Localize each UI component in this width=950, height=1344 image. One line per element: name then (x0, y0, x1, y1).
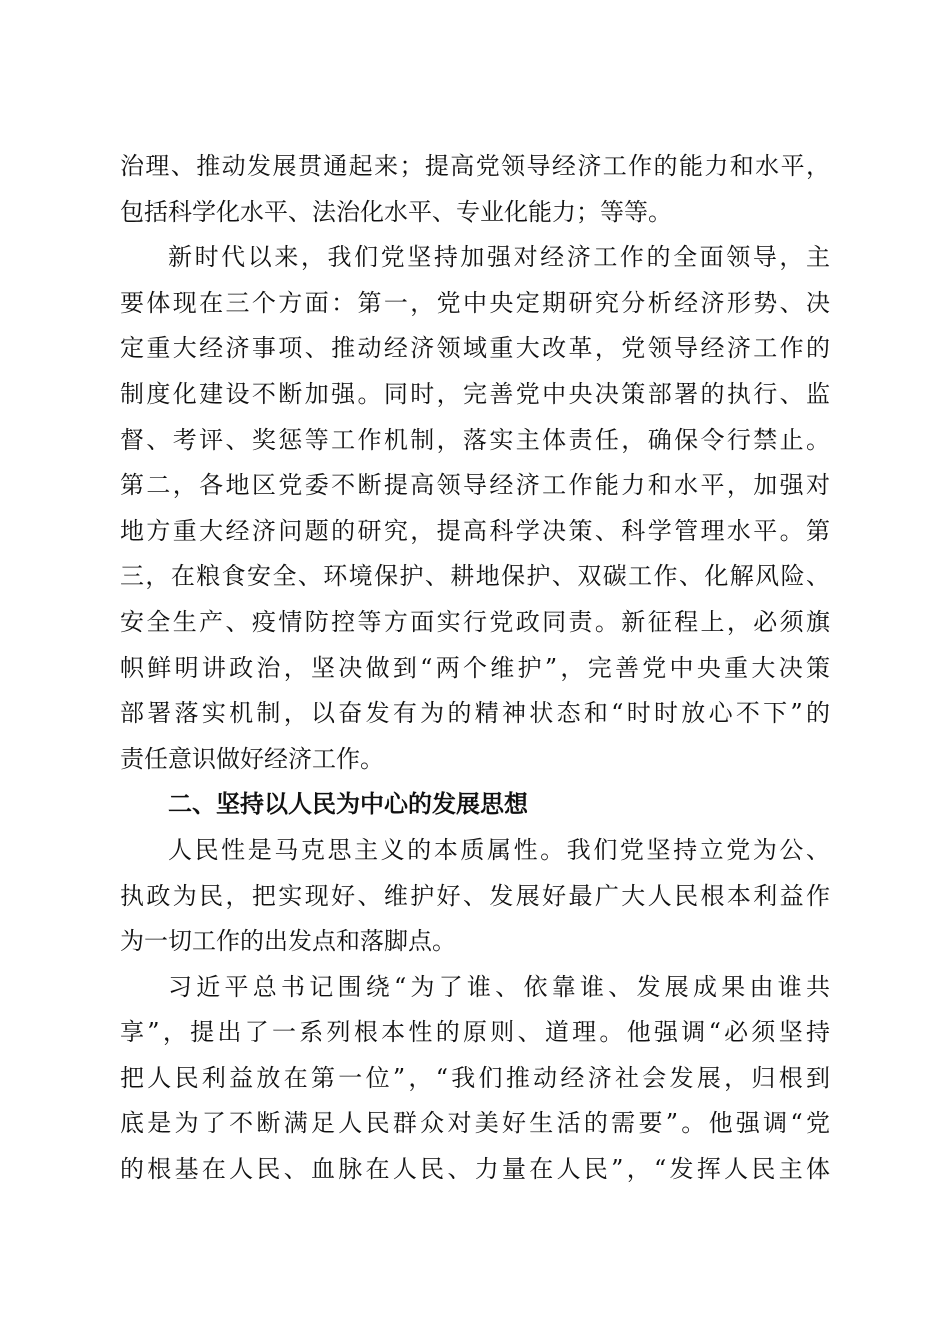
paragraph-4-line-4: 底是为了不断满足人民群众对美好生活的需要”。他强调“党 (120, 1109, 830, 1138)
paragraph-2-line-8: 三，在粮食安全、环境保护、耕地保护、双碳工作、化解风险、 (120, 562, 830, 591)
paragraph-4-line-1: 习近平总书记围绕“为了谁、依靠谁、发展成果由谁共 (168, 972, 830, 1001)
paragraph-2-line-4: 制度化建设不断加强。同时，完善党中央决策部署的执行、监 (120, 379, 830, 408)
paragraph-2-line-10: 帜鲜明讲政治，坚决做到“两个维护”，完善党中央重大决策 (120, 653, 830, 682)
paragraph-2-line-6: 第二，各地区党委不断提高领导经济工作能力和水平，加强对 (120, 471, 830, 500)
paragraph-2-line-7: 地方重大经济问题的研究，提高科学决策、科学管理水平。第 (120, 516, 830, 545)
paragraph-3-line-1: 人民性是马克思主义的本质属性。我们党坚持立党为公、 (168, 835, 830, 864)
paragraph-1-line-2: 包括科学化水平、法治化水平、专业化能力；等等。 (120, 197, 672, 226)
paragraph-2-line-12: 责任意识做好经济工作。 (120, 744, 384, 773)
paragraph-4-line-5: 的根基在人民、血脉在人民、力量在人民”，“发挥人民主体 (120, 1155, 830, 1184)
paragraph-3-line-3: 为一切工作的出发点和落脚点。 (120, 927, 456, 956)
paragraph-2-line-9: 安全生产、疫情防控等方面实行党政同责。新征程上，必须旗 (120, 607, 830, 636)
paragraph-2-line-11: 部署落实机制，以奋发有为的精神状态和“时时放心不下”的 (120, 699, 830, 728)
paragraph-3-line-2: 执政为民，把实现好、维护好、发展好最广大人民根本利益作 (120, 881, 830, 910)
paragraph-2-line-5: 督、考评、奖惩等工作机制，落实主体责任，确保令行禁止。 (120, 425, 830, 454)
paragraph-4-line-2: 享”，提出了一系列根本性的原则、道理。他强调“必须坚持 (120, 1018, 830, 1047)
paragraph-1-line-1: 治理、推动发展贯通起来；提高党领导经济工作的能力和水平， (120, 152, 830, 180)
paragraph-2-line-3: 定重大经济事项、推动经济领域重大改革，党领导经济工作的 (120, 334, 830, 363)
section-heading: 二、坚持以人民为中心的发展思想 (168, 790, 528, 819)
paragraph-2-line-2: 要体现在三个方面：第一，党中央定期研究分析经济形势、决 (120, 288, 830, 317)
paragraph-2-line-1: 新时代以来，我们党坚持加强对经济工作的全面领导，主 (168, 243, 830, 272)
paragraph-4-line-3: 把人民利益放在第一位”，“我们推动经济社会发展，归根到 (120, 1063, 830, 1092)
document-body (120, 144, 830, 1193)
